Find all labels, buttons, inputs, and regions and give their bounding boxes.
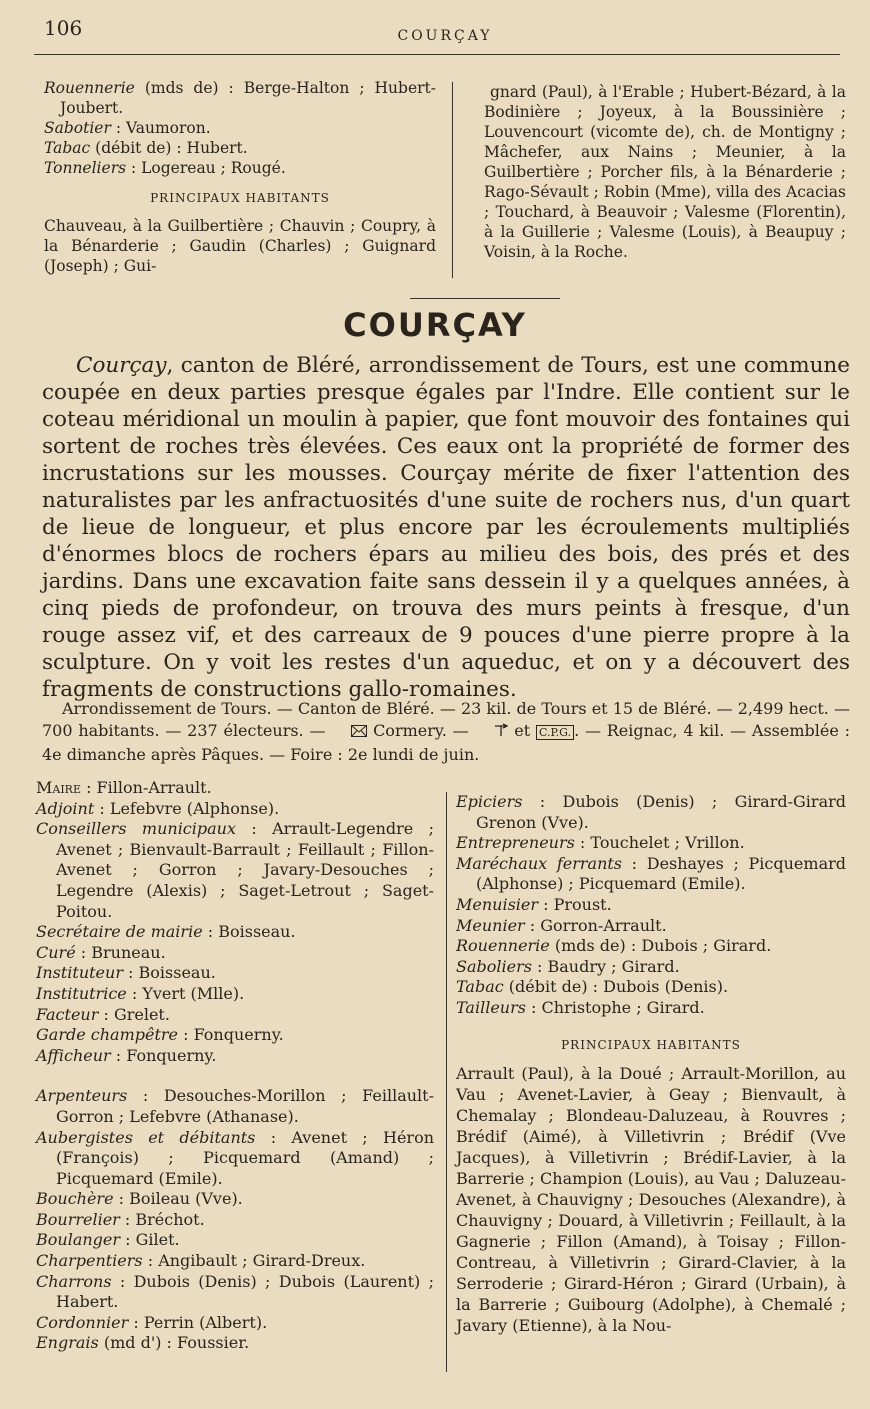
previous-entry	[44, 158, 436, 178]
left-col-entry	[36, 799, 434, 820]
left-col-entry-label: Conseillers municipaux	[36, 819, 236, 839]
left-col-entry	[36, 943, 434, 964]
left-col-entry-label: Institutrice	[36, 983, 127, 1003]
previous-entry	[44, 118, 436, 138]
left-col-entry	[36, 1333, 434, 1354]
previous-habitants-continued: gnard (Paul), à l'Erable ; Hubert-Bézard, à la Bodinière ; Joyeux, à la Boussinière ; Louvencourt (vicomte de), ch. de Montigny ; Mâchefer, aux Nains ; Meunier, à la Guilbertière ; Porcher fils, à la Bénarderie ; Rago-Sévault ; Robin (Mme), villa des Acacias ; Touchard, à Beauvoir ; Valesme (Florentin), à la Guillerie ; Valesme (Louis), à Beaupuy ; Voisin, à la Roche.	[484, 83, 846, 261]
right-col-entry-label: Rouennerie	[456, 936, 550, 956]
left-col-entry-value: : Fonquerny.	[178, 1025, 284, 1045]
left-col-entry	[36, 922, 434, 943]
right-col-entry-label: Maréchaux ferrants	[456, 853, 623, 873]
right-col-entry-value: (débit de) : Dubois (Denis).	[503, 977, 729, 997]
previous-entry-value: (mds de) : Berge-Halton ; Hubert-Joubert.	[60, 79, 436, 117]
previous-entry	[44, 138, 436, 158]
page-header	[30, 14, 860, 44]
left-col-entry-value: : Yvert (Mlle).	[126, 983, 245, 1003]
left-col-entry-label: Facteur	[36, 1004, 99, 1024]
right-col-entry	[456, 977, 846, 998]
previous-entry-label: Tabac	[44, 139, 91, 157]
right-col-entry	[456, 895, 846, 916]
left-col-entry-value: : Fillon-Arrault.	[80, 778, 212, 797]
directory-right-column	[456, 792, 846, 1336]
commune-title: COURÇAY	[343, 306, 527, 344]
left-col-entry	[36, 1086, 434, 1127]
left-col-entry	[36, 963, 434, 984]
facts-text-3: et	[508, 721, 536, 740]
left-col-entry-label: Curé	[36, 942, 76, 962]
right-col-entry-value: : Baudry ; Girard.	[531, 956, 680, 976]
facts-text-1: Arrondissement de Tours. — Canton de Bléré. — 23 kil. de Tours et 15 de Bléré. — 2,499 hect. — 700 habitants. — 237 électeurs. —	[42, 699, 850, 740]
directory-right-entries	[456, 792, 846, 1019]
left-col-entry-label: Engrais	[36, 1333, 99, 1353]
telegraph-icon	[474, 721, 508, 743]
right-col-entry-label: Tabac	[456, 977, 504, 997]
left-col-entry-label: Instituteur	[36, 963, 123, 983]
left-col-entry-label: Maire	[36, 778, 81, 797]
left-col-entry-label: Cordonnier	[36, 1312, 129, 1332]
left-col-entry	[36, 778, 434, 799]
right-col-entry-label: Meunier	[456, 915, 525, 935]
previous-entry-value: : Logereau ; Rougé.	[126, 159, 286, 177]
left-col-entry-value: : Lefebvre (Alphonse).	[94, 798, 280, 818]
habitants-text: Arrault (Paul), à la Doué ; Arrault-Morillon, au Vau ; Avenet-Lavier, à Geay ; Bienvault, à Chemalay ; Blondeau-Daluzeau, à Rouvres ; Brédif (Aimé), à Villetivrin ; Brédif (Vve Jacques), à Villetivrin ; Brédif-Lavier, à la Barrerie ; Champion (Louis), au Vau ; Daluzeau-Avenet, à Chauvigny ; Desouches (Alexandre), à Chauvigny ; Douard, à Villetivrin ; Feillault, à la Gagnerie ; Fillon (Amand), à Toisay ; Fillon-Contreau, à Villetivrin ; Girard-Clavier, à la Serroderie ; Girard-Héron ; Girard (Urbain), à la Barrerie ; Guibourg (Adolphe), à Chemalé ; Javary (Etienne), à la Nou-	[456, 1064, 846, 1336]
left-col-entry-value: : Boisseau.	[202, 922, 296, 942]
cpg-badge: C.P.G.	[536, 725, 574, 740]
left-col-entry	[36, 1189, 434, 1210]
left-col-entry-value: : Desouches-Morillon ; Feillault-Gorron ; Lefebvre (Athanase).	[56, 1086, 434, 1126]
previous-right-column	[484, 82, 846, 262]
left-col-entry-label: Afficheur	[36, 1045, 111, 1065]
page-number: 106	[44, 16, 83, 40]
left-col-entry	[36, 1128, 434, 1190]
left-col-entry-value: : Gilet.	[120, 1230, 180, 1250]
previous-column-divider	[452, 82, 453, 278]
right-col-entry-label: Menuisier	[456, 894, 539, 914]
commune-facts	[42, 698, 850, 766]
running-title: COURÇAY	[397, 28, 493, 44]
left-col-entry-value: (md d') : Foussier.	[98, 1333, 250, 1353]
previous-entry-label: Sabotier	[44, 119, 111, 137]
right-col-entry	[456, 998, 846, 1019]
right-col-entry-label: Entrepreneurs	[456, 833, 575, 853]
left-col-entry-label: Charpentiers	[36, 1251, 143, 1271]
previous-entry	[44, 78, 436, 118]
left-col-entry	[36, 1005, 434, 1026]
left-col-entry-value: : Angibault ; Girard-Dreux.	[142, 1251, 366, 1271]
previous-habitants-text: Chauveau, à la Guilbertière ; Chauvin ; Coupry, à la Bénarderie ; Gaudin (Charles) ; Guignard (Joseph) ; Gui-	[44, 217, 436, 275]
left-col-entry	[36, 1025, 434, 1046]
left-col-entry-value: : Perrin (Albert).	[128, 1312, 268, 1332]
left-col-entry-value: : Grelet.	[98, 1004, 170, 1024]
facts-text-4: . — Reignac, 4 kil. — Assemblée : 4e dimanche après Pâques. — Foire : 2e lundi de juin.	[42, 721, 851, 764]
left-col-entry	[36, 1046, 434, 1067]
previous-entry-value: : Vaumoron.	[110, 119, 211, 137]
right-col-entry-value: : Christophe ; Girard.	[525, 997, 705, 1017]
right-col-entry-label: Tailleurs	[456, 997, 526, 1017]
left-col-entry-value: : Arrault-Legendre ; Avenet ; Bienvault-Barrault ; Feillault ; Fillon-Avenet ; Gorron ; Javary-Desouches ; Legendre (Alexis) ; Saget-Letrout ; Saget-Poitou.	[56, 819, 434, 921]
post-office: Cormery.	[373, 721, 447, 740]
left-col-entry	[36, 1251, 434, 1272]
left-col-entry-label: Adjoint	[36, 798, 95, 818]
right-col-entry-value: : Proust.	[538, 894, 612, 914]
left-col-entry-value: : Fonquerny.	[110, 1045, 217, 1065]
previous-entry-label: Rouennerie	[44, 79, 135, 97]
left-col-entry-label: Boulanger	[36, 1230, 121, 1250]
left-col-entry-value: : Boisseau.	[122, 963, 216, 983]
left-col-entry-label: Garde champêtre	[36, 1025, 178, 1045]
commune-name-lead: Courçay	[76, 353, 167, 378]
left-col-entry	[36, 984, 434, 1005]
left-col-entry-value: : Bréchot.	[119, 1209, 205, 1229]
previous-entry-label: Tonneliers	[44, 159, 127, 177]
previous-habitants-heading: PRINCIPAUX HABITANTS	[150, 191, 330, 205]
left-col-entry-label: Secrétaire de mairie	[36, 922, 203, 942]
title-rule	[410, 298, 560, 299]
left-col-entry-label: Arpenteurs	[36, 1086, 128, 1106]
right-col-entry	[456, 957, 846, 978]
left-col-entry-value: : Dubois (Denis) ; Dubois (Laurent) ; Habert.	[56, 1271, 434, 1312]
left-col-entry-label: Bouchère	[36, 1189, 114, 1209]
previous-entries	[44, 78, 436, 178]
right-col-entry-label: Saboliers	[456, 956, 532, 976]
previous-entry-value: (débit de) : Hubert.	[90, 139, 248, 157]
right-col-entry-value: : Touchelet ; Vrillon.	[574, 833, 745, 853]
left-col-entry	[36, 819, 434, 922]
right-col-entry	[456, 833, 846, 854]
right-col-entry	[456, 916, 846, 937]
left-col-entry	[36, 1210, 434, 1231]
left-col-entry-label: Aubergistes et débitants	[36, 1127, 256, 1147]
directory-left-column	[36, 778, 434, 1354]
left-col-entry-value: : Boileau (Vve).	[113, 1189, 243, 1209]
right-col-entry	[456, 854, 846, 895]
left-col-entry-value: : Avenet ; Héron (François) ; Picquemard (Amand) ; Picquemard (Emile).	[56, 1127, 435, 1188]
right-col-entry	[456, 936, 846, 957]
previous-left-column	[44, 78, 436, 276]
envelope-icon	[331, 721, 367, 743]
right-col-entry-value: (mds de) : Dubois ; Girard.	[549, 936, 772, 956]
directory-column-divider	[446, 792, 447, 1372]
right-col-entry-value: : Dubois (Denis) ; Girard-Girard Grenon (Vve).	[476, 792, 846, 832]
right-col-entry-value: : Gorron-Arrault.	[524, 915, 667, 935]
commune-description-text: , canton de Bléré, arrondissement de Tours, est une commune coupée en deux parties presque égales par l'Indre. Elle contient sur le coteau méridional un moulin à papier, que font mouvoir des fontaines qui sortent de roches très élevées. Ces eaux ont la propriété de former des incrustations sur les mousses. Courçay mérite de fixer l'attention des naturalistes par les anfractuosités d'une suite de rochers nus, d'un quart de lieue de longueur, et plus encore par les écroulements multipliés d'énormes blocs de rochers épars au milieu des bois, des prés et des jardins. Dans une excavation faite sans dessein il y a quelques années, à cinq pieds de profondeur, on trouva des murs peints à fresque, d'un rouge assez vif, et des carreaux de 9 pouces d'une pierre propre à la sculpture. On y voit les restes d'un aqueduc, et on y a découvert des fragments de constructions gallo-romaines.	[42, 353, 850, 702]
left-col-entry-value: : Bruneau.	[75, 942, 166, 962]
right-col-entry-value: : Deshayes ; Picquemard (Alphonse) ; Picquemard (Emile).	[476, 853, 846, 894]
habitants-heading: PRINCIPAUX HABITANTS	[561, 1037, 741, 1052]
header-rule	[34, 54, 840, 55]
facts-text-2: —	[446, 721, 475, 740]
left-col-entry	[36, 1313, 434, 1334]
left-col-entry-label: Charrons	[36, 1271, 112, 1291]
right-col-entry-label: Epiciers	[456, 792, 523, 811]
left-col-entry	[36, 1272, 434, 1313]
commune-description	[42, 352, 850, 703]
left-col-entry-label: Bourrelier	[36, 1209, 120, 1229]
left-col-entry	[36, 1230, 434, 1251]
right-col-entry	[456, 792, 846, 833]
